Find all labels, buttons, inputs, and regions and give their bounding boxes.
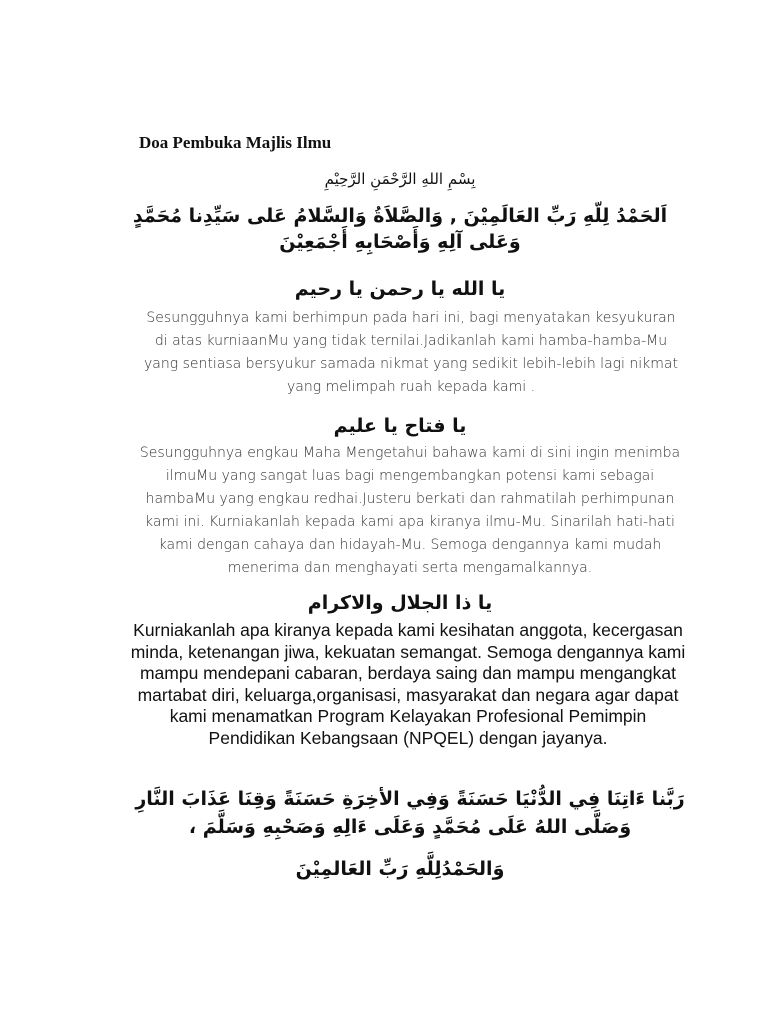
section-paragraph-3: Kurniakanlah apa kiranya kepada kami kesihatan anggota, kecergasan minda, ketenangan jiwa, kekuatan semangat. Semoga dengannya kami mampu mendepani cabaran, berdaya saing dan mampu mengangkat martabat diri, keluarga,organisasi, masyarakat dan negara agar dapat kami menamatkan Program Kelayakan Profesional Pemimpin Pendidikan Kebangsaan (NPQEL) dengan jayanya. xyxy=(130,620,686,748)
section-paragraph-1: Sesungguhnya kami berhimpun pada hari ini, bagi menyatakan kesyukuran di atas kurniaanMu yang tidak ternilai.Jadikanlah kami hamba-hamba-Mu yang sentiasa bersyukur samada nikmat yang sedikit lebih-lebih lagi nikmat yang melimpah ruah kepada kami . xyxy=(144,310,678,395)
rabbana-prayer: رَبَّنا ءَاتِنَا فِي الدُّنْيَا حَسَنَةً وَفِي الأخِرَةِ حَسَنَةً وَقِنَا عَذَابَ النَّارِ وَصَلَّى اللهُ عَلَى مُحَمَّدٍ وَعَلَى ءَالِهِ وَصَحْبِهِ وَسَلَّمَ ، xyxy=(135,788,685,838)
section-paragraph-2: Sesungguhnya engkau Maha Mengetahui bahawa kami di sini ingin menimba ilmuMu yang sangat luas bagi mengembangkan potensi kami sebagai hambaMu yang engkau redhai.Justeru berkati dan rahmatilah perhimpunan kami ini. Kurniakanlah kepada kami apa kiranya ilmu-Mu. Sinarilah hati-hati kami dengan cahaya dan hidayah-Mu. Semoga dengannya kami mudah menerima dan menghayati serta mengamalkannya. xyxy=(139,445,681,576)
basmala: بِسْمِ اللهِ الرَّحْمَنِ الرَّحِيْمِ xyxy=(324,170,476,188)
opening-praise: اَلحَمْدُ لِلّهِ رَبِّ العَالَمِيْنَ , وَالصَّلاَةُ وَالسَّلامُ عَلى سَيِّدِنا مُحَمَّدٍ وَعَلى آلِهِ وَأَصْحَابِهِ أَجْمَعِيْنَ xyxy=(132,205,668,253)
section-heading-2: يا فتاح يا عليم xyxy=(333,415,467,437)
section-heading-3: يا ذا الجلال والاكرام xyxy=(307,592,493,614)
section-heading-1: يا الله يا رحمن يا رحيم xyxy=(294,278,506,300)
document-title: Doa Pembuka Majlis Ilmu xyxy=(139,133,332,152)
closing-praise: وَالحَمْدُلِلَّهِ رَبِّ العَالمِيْنَ xyxy=(295,858,505,880)
